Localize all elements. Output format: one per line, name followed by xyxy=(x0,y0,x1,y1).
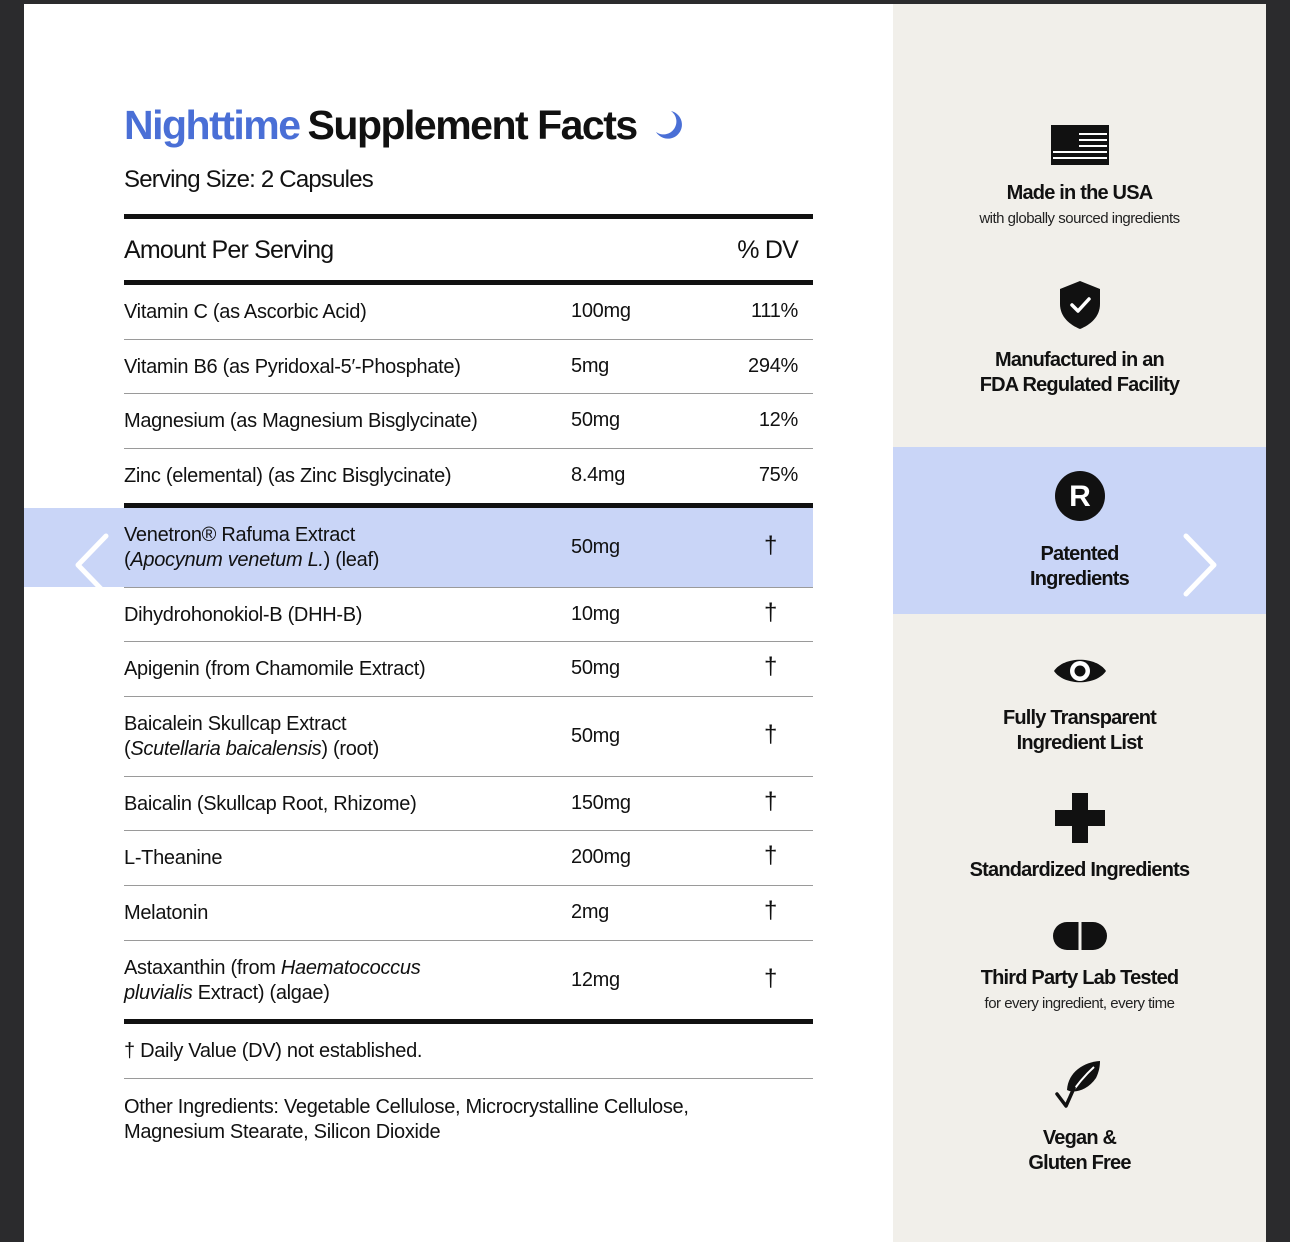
dv-footnote: † Daily Value (DV) not established. xyxy=(124,1040,423,1062)
ingredient-name: L-Theanine xyxy=(124,847,223,869)
other-ingredients-line1: Other Ingredients: Vegetable Cellulose, Microcrystalline Cellulose, xyxy=(124,1096,689,1118)
ingredient-name: Vitamin C (as Ascorbic Acid) xyxy=(124,301,367,323)
feature-label: Vegan & xyxy=(1042,1127,1117,1149)
table-row xyxy=(124,508,813,588)
ingredient-amount: 50mg xyxy=(571,409,620,431)
ingredient-name-line1: Venetron® Rafuma Extract xyxy=(124,524,355,546)
ingredient-latin-name-2: pluvialis xyxy=(124,982,193,1004)
dagger-mark: † xyxy=(764,788,778,815)
page-title xyxy=(124,100,685,150)
table-row xyxy=(124,941,813,1020)
ingredient-part: ) (leaf) xyxy=(323,549,380,571)
feature-vegan xyxy=(893,1058,1266,1176)
capsule-icon xyxy=(1052,921,1108,951)
dagger-mark: † xyxy=(764,965,778,992)
registered-letter: R xyxy=(1068,480,1091,513)
ingredient-name xyxy=(124,523,379,573)
header-amount-per-serving: Amount Per Serving xyxy=(124,235,334,264)
ingredient-dv: 111% xyxy=(751,300,798,322)
feature-label-2: Ingredients xyxy=(1030,568,1129,590)
ingredient-name: Baicalin (Skullcap Root, Rhizome) xyxy=(124,793,417,815)
eye-icon xyxy=(1052,652,1108,690)
feature-patented xyxy=(893,470,1266,592)
ingredient-name: Melatonin xyxy=(124,902,209,924)
feature-label: Patented xyxy=(1040,543,1119,565)
footnote-rule xyxy=(124,1078,813,1079)
chevron-left-icon[interactable] xyxy=(72,530,112,600)
ingredient-dv: 75% xyxy=(758,464,798,486)
header-dv: % DV xyxy=(737,235,798,264)
bottom-rule xyxy=(124,1019,813,1024)
feature-label: Third Party Lab Tested xyxy=(980,967,1179,989)
ingredient-part: Extract) (algae) xyxy=(192,982,330,1004)
table-row xyxy=(124,340,813,394)
ingredient-name-paren: ( xyxy=(124,738,131,760)
dagger-mark: † xyxy=(764,653,778,680)
ingredient-name-line1: Astaxanthin (from xyxy=(124,957,281,979)
dagger-mark: † xyxy=(764,721,778,748)
ingredient-dv: 12% xyxy=(758,409,798,431)
shield-check-icon xyxy=(1058,280,1102,330)
ingredient-latin-name: Scutellaria baicalensis xyxy=(130,738,322,760)
ingredient-amount: 100mg xyxy=(571,300,631,322)
feature-sub: with globally sourced ingredients xyxy=(979,210,1180,227)
ingredient-name: Apigenin (from Chamomile Extract) xyxy=(124,658,426,680)
table-row xyxy=(124,697,813,777)
ingredient-amount: 50mg xyxy=(571,725,620,747)
feature-label: Standardized Ingredients xyxy=(969,859,1190,881)
ingredient-name: Magnesium (as Magnesium Bisglycinate) xyxy=(124,410,478,432)
feature-made-in-usa xyxy=(893,125,1266,227)
feature-label: Manufactured in an xyxy=(995,349,1164,371)
other-ingredients xyxy=(124,1095,689,1145)
ingredient-amount: 150mg xyxy=(571,792,631,814)
dagger-mark: † xyxy=(764,897,778,924)
leaf-icon xyxy=(1054,1058,1106,1110)
ingredient-name-paren: ( xyxy=(124,549,131,571)
top-rule xyxy=(124,214,813,219)
feature-sub: for every ingredient, every time xyxy=(984,995,1175,1012)
ingredient-name: Zinc (elemental) (as Zinc Bisglycinate) xyxy=(124,465,452,487)
ingredient-latin-name: Apocynum venetum L. xyxy=(130,549,324,571)
table-row xyxy=(124,886,813,941)
table-row xyxy=(124,588,813,642)
ingredient-amount: 2mg xyxy=(571,901,610,923)
feature-lab-tested xyxy=(893,921,1266,1012)
ingredient-name: Dihydrohonokiol-B (DHH-B) xyxy=(124,604,363,626)
registered-icon xyxy=(1054,470,1106,522)
feature-standardized xyxy=(893,793,1266,883)
table-row xyxy=(124,285,813,340)
dagger-mark: † xyxy=(764,599,778,626)
ingredient-amount: 5mg xyxy=(571,355,610,377)
ingredient-amount: 200mg xyxy=(571,846,631,868)
dagger-mark: † xyxy=(764,532,778,559)
ingredient-name xyxy=(124,956,420,1006)
feature-label: Fully Transparent xyxy=(1002,707,1157,729)
ingredient-name: Vitamin B6 (as Pyridoxal-5′-Phosphate) xyxy=(124,356,461,378)
table-row xyxy=(124,394,813,449)
other-ingredients-line2: Magnesium Stearate, Silicon Dioxide xyxy=(124,1121,441,1143)
usa-flag-icon xyxy=(1051,125,1109,165)
ingredient-amount: 8.4mg xyxy=(571,464,626,486)
ingredient-amount: 10mg xyxy=(571,603,620,625)
feature-label-2: FDA Regulated Facility xyxy=(979,374,1180,396)
table-row xyxy=(124,449,813,504)
ingredient-part: ) (root) xyxy=(321,738,379,760)
feature-label-2: Ingredient List xyxy=(1016,732,1143,754)
table-header xyxy=(124,220,798,280)
feature-fda-facility xyxy=(893,280,1266,398)
ingredient-amount: 12mg xyxy=(571,969,620,991)
title-accent: Nighttime xyxy=(124,101,300,148)
table-row xyxy=(124,642,813,697)
feature-label: Made in the USA xyxy=(1006,182,1153,204)
medical-cross-icon xyxy=(1055,793,1105,843)
ingredient-name-line1: Baicalein Skullcap Extract xyxy=(124,713,347,735)
table-row xyxy=(124,831,813,886)
ingredient-amount: 50mg xyxy=(571,657,620,679)
table-row xyxy=(124,777,813,831)
ingredient-name xyxy=(124,712,379,762)
title-main: Supplement Facts xyxy=(307,101,637,148)
feature-transparent xyxy=(893,652,1266,756)
ingredient-latin-name: Haematococcus xyxy=(280,957,421,979)
serving-size: Serving Size: 2 Capsules xyxy=(124,166,373,193)
crescent-moon-icon xyxy=(651,108,685,142)
dagger-mark: † xyxy=(764,842,778,869)
ingredient-amount: 50mg xyxy=(571,536,620,558)
ingredient-dv: 294% xyxy=(748,355,798,377)
feature-label-2: Gluten Free xyxy=(1028,1152,1131,1174)
